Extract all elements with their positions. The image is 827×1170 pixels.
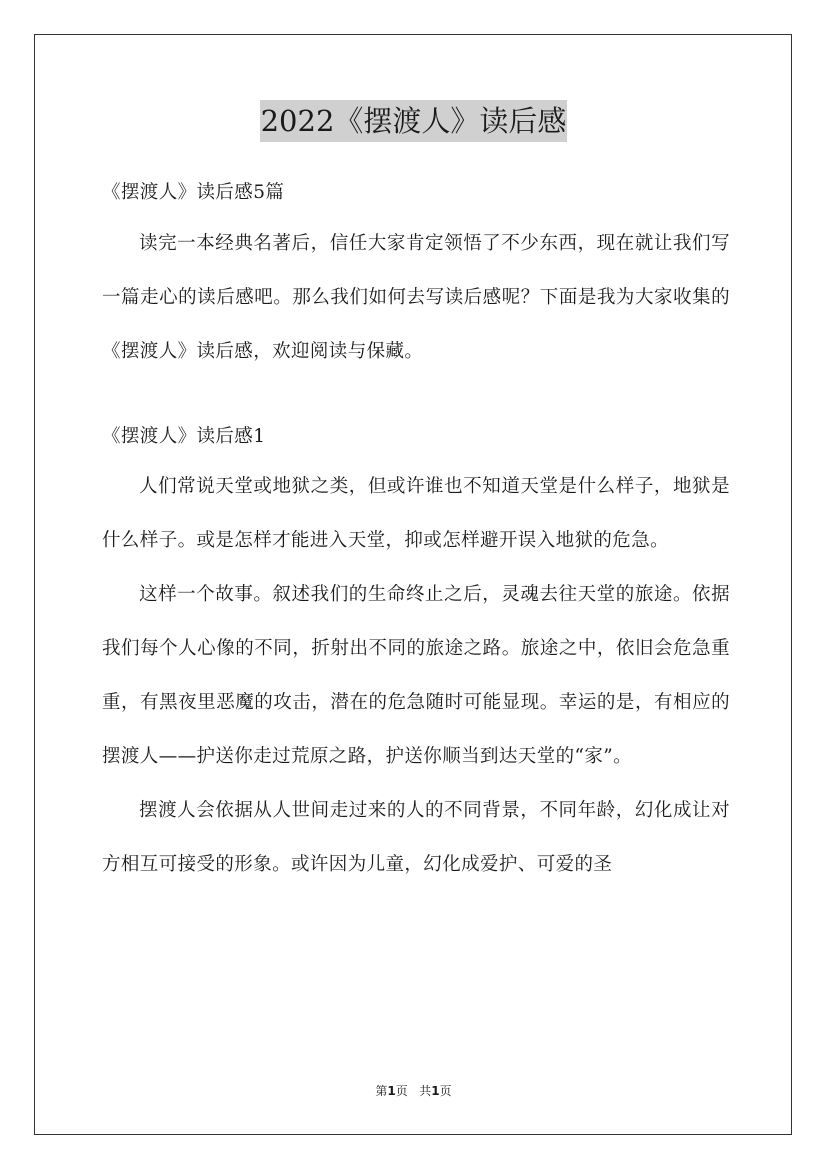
intro-heading: 《摆渡人》读后感5篇 xyxy=(102,182,285,203)
total-pages: 1 xyxy=(431,1084,440,1098)
page-footer xyxy=(0,1082,827,1099)
body-paragraph: 摆渡人会依据从人世间走过来的人的不同背景，不同年龄，幻化成让对方相互可接受的形象。或许因为儿童，幻化成爱护、可爱的圣 xyxy=(102,800,730,875)
page-prefix: 第 xyxy=(375,1084,388,1098)
page-number: 1 xyxy=(387,1084,396,1098)
body-paragraph: 这样一个故事。叙述我们的生命终止之后，灵魂去往天堂的旅途。依据我们每个人心像的不同，折射出不同的旅途之路。旅途之中，依旧会危急重重，有黑夜里恶魔的攻击，潜在的危急随时可能显现。幸运的是，有相应的摆渡人——护送你走过荒原之路，护送你顺当到达天堂的“家”。 xyxy=(102,584,730,767)
total-prefix: 共 xyxy=(419,1084,432,1098)
section-heading: 《摆渡人》读后感1 xyxy=(102,426,266,447)
page-suffix: 页 xyxy=(395,1084,408,1098)
document-body xyxy=(102,170,730,892)
document-title xyxy=(0,100,827,142)
body-paragraph: 人们常说天堂或地狱之类，但或许谁也不知道天堂是什么样子，地狱是什么样子。或是怎样才能进入天堂，抑或怎样避开误入地狱的危急。 xyxy=(102,476,730,551)
document-title-text: 2022《摆渡人》读后感 xyxy=(260,100,568,142)
intro-paragraph: 读完一本经典名著后，信任大家肯定领悟了不少东西，现在就让我们写一篇走心的读后感吧。那么我们如何去写读后感呢？下面是我为大家收集的《摆渡人》读后感，欢迎阅读与保藏。 xyxy=(102,233,730,362)
total-suffix: 页 xyxy=(439,1084,452,1098)
